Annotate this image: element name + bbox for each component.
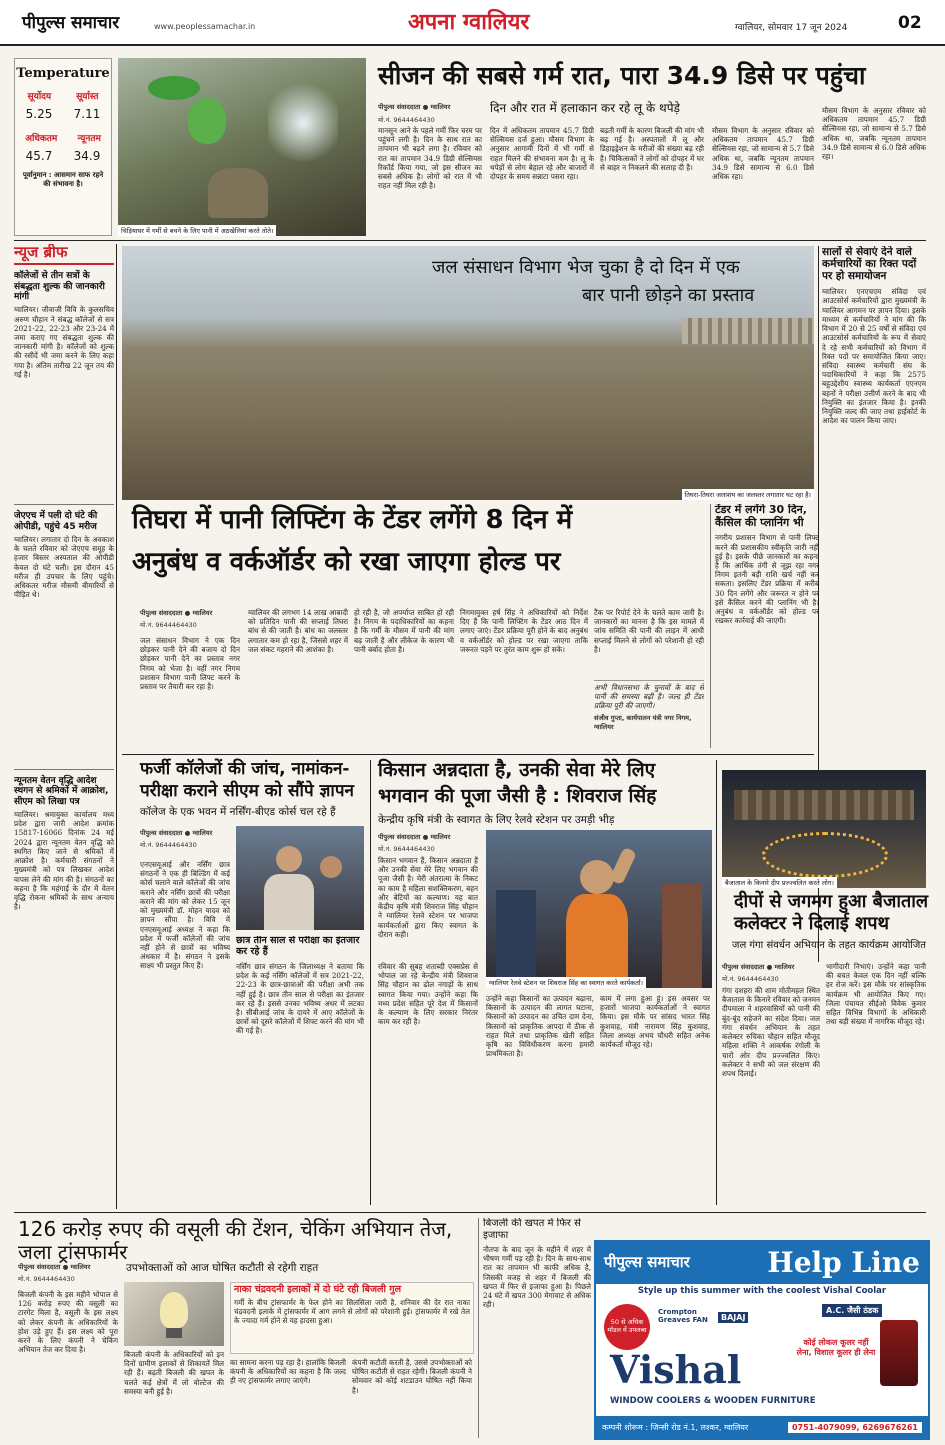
lead-text-3: बढ़ती गर्मी के कारण बिजली की मांग भी बढ़ गई है। अस्पतालों में लू और डिहाइड्रेशन के मरीजों की संख्या बढ़ रही है। चिकित्सकों ने लोगों को दोपहर में घर से बाहर न निकलने की सलाह दी है। [600,126,704,172]
tighra-byline-text: पीपुल्स संवाददाता ● ग्वालियर [140,609,213,617]
ad-address: कम्पनी शोरूम : जिन्सी रोड नं.1, लश्कर, ग्वालियर [602,1422,749,1432]
dateline: ग्वालियर, सोमवार 17 जून 2024 [735,23,848,33]
tighra-quote-text: अभी विधानसभा के चुनावों के बाद से पानी की समस्या बढ़ी है। जल्द ही टेंडर प्रक्रिया पूरी की जाएगी। [594,683,704,711]
divider-mid [122,754,814,755]
cooler-icon [880,1320,918,1386]
brief-1-text: ग्वालियर। जीवाजी विवि के कुलसचिव अरुण चौहान ने संबद्ध कॉलेजों से सत्र 2021-22, 22-23 और 23-24 में जमा कराए गए संबद्धता शुल्क की जानकारी मांगी है। कॉलेजों को शुल्क की रसीदें भी जमा करने के लिए कहा गया है। अंतिम तारीख 22 जून तय की गई है। [14,305,114,379]
brief-2-text: ग्वालियर। लगातार दो दिन के अवकाश के चलते रविवार को जेएएच समूह के हजार बिस्तर अस्पताल की ओपीडी केवल दो घंटे चली। इस दौरान 45 मरीज ही उपचार के लिए पहुंचे। अधिकतर मरीज मौसमी बीमारियों से पीड़ित थे। [14,534,114,600]
tighra-text-1: जल संसाधन विभाग ने एक दिन छोड़कर पानी देने की बजाय दो दिन छोड़कर पानी देने का प्रस्ताव नगर निगम को भेजा है। वहीं नगर निगम प्रशासन विभाग पानी लिफ्ट करने के प्रस्ताव पर तैयारी कर रहा है। [140,636,240,692]
tender-head: टेंडर में लगेंगे 30 दिन, कैंसिल की प्लानिंग भी [715,504,807,529]
lead-text-2: दिन में अधिकतम तापमान 45.7 डिग्री सेल्सियस दर्ज हुआ। मौसम विभाग के अनुसार आगामी दिनों में भी गर्मी से राहत मिलने की संभावना कम है। लू के थपेड़ों से लोग बेहाल रहे और बाजारों में दोपहर के समय सन्नाटा पसरा रहा। [490,126,594,182]
electricity-text-3: का सामना करना पड़ रहा है। हालांकि बिजली कंपनी के अधिकारियों का कहना है कि जल्द ही नए ट्रांसफार्मर लगाए जाएंगे। [230,1358,346,1386]
samayojan-head: सालों से सेवाएं देने वाले कर्मचारियों का रिक्त पदों पर हो समायोजन [822,246,917,283]
tighra-text-2: ग्वालियर की लगभग 14 लाख आबादी को प्रतिदिन पानी की सप्लाई तिघरा बांध से की जाती है। बांध का जलस्तर लगातार कम हो रहा है, जिससे शहर में जल संकट गहराने की आशंका है। [248,608,348,654]
sunset-value: 7.11 [73,106,101,121]
electricity-text-1: बिजली कंपनी के इस महीने भोपाल से 126 करोड़ रुपए की वसूली का टारगेट मिला है, वसूली के इस लक्ष्य को लेकर कंपनी के अधिकारियों के होश उड़े हुए हैं। इस लक्ष्य को पूरा करने के लिए कंपनी ने चेकिंग अभियान तेज कर दिया है। [18,1290,118,1355]
ad-partner-bajaj: BAJAJ [718,1312,748,1323]
max-value: 45.7 [25,148,53,163]
baijatal-phone: मो.नं. 9644464430 [722,975,779,983]
shivraj-phone: मो.नं. 9644464430 [378,845,435,853]
ad-phone: 0751-4079099, 6269676261 [788,1422,922,1433]
colleges-subhead: कॉलेज के एक भवन में नर्सिंग-बीएड कोर्स चल रहे हैं [140,806,336,818]
divider-bottom [14,1212,926,1213]
colleges-inset-head: छात्र तीन साल से परीक्षा का इंतजार कर रहे हैं [236,936,360,957]
brief-3-text: ग्वालियर। श्रमायुक्त कार्यालय मध्य प्रदेश द्वारा जारी आदेश क्रमांक 15817-16066 दिनांक 24 मई 2024 द्वारा न्यूनतम वेतन वृद्धि को स्थगित किए जाने से श्रमिकों में आक्रोश है। कर्मचारी संगठनों ने मुख्यमंत्री को पत्र लिखकर आदेश वापस लेने की मांग की है। संगठनों का कहना है कि महंगाई के दौर में वेतन वृद्धि रोकना श्रमिकों के साथ अन्याय है। [14,810,114,912]
baijatal-photo [722,770,926,888]
tighra-phone: मो.नं. 9644464430 [140,621,197,629]
baijatal-photo-caption: बैजाताल के किनारे दीप प्रज्ज्वलित करते लोग। [722,877,837,888]
ad-partner-crompton: Crompton Greaves FAN [658,1308,708,1324]
electricity-subhead: उपभोक्ताओं को आज घोषित कटौती से रहेगी राहत [126,1262,319,1274]
baijatal-head-2: कलेक्टर ने दिलाई शपथ [734,913,889,934]
parrot-photo-caption: चिड़ियाघर में गर्मी से बचने के लिए पानी में अठखेलियां करते तोते। [118,225,276,236]
weather-title: Temperature [16,66,110,81]
electricity-photo [124,1282,224,1346]
electricity-inset [230,1282,474,1354]
tender-text: नगरीय प्रशासन विभाग से पानी लिफ्ट करने की प्रशासकीय स्वीकृति जारी नहीं हुई है। इसके पीछे जानकारों का कहना है कि आर्थिक तंगी से जूझ रहा नगर निगम इतनी बड़ी राशि खर्च नहीं कर सकता। इसलिए टेंडर प्रक्रिया में करीब 30 दिन लगेंगे और जरूरत न होने पर इसे कैंसिल करने की प्लानिंग भी है। अनुबंध व वर्कऑर्डर को होल्ड पर रखकर कार्रवाई की जाएगी। [715,533,819,626]
tighra-photo-headline-1: जल संसाधन विभाग भेज चुका है दो दिन में एक [432,257,740,278]
baijatal-text-1: गंगा दशहरा की शाम मोतीमहल स्थित बैजाताल के किनारे रविवार को जनमन दीपमाला ने शहरवासियों को पानी की बूंद-बूंद सहेजने का संदेश दिया। जल गंगा संवर्धन अभियान के तहत कलेक्टर रुचिका चौहान सहित मौजूद महिला शक्ति ने आकर्षक रंगोली के चारों ओर दीप प्रज्ज्वलित किए। कलेक्टर ने सभी को जल संरक्षण की शपथ दिलाई। [722,986,820,1078]
min-label: न्यूनतम [77,133,101,144]
shivraj-photo-caption: ग्वालियर रेलवे स्टेशन पर शिवराज सिंह का स्वागत करते कार्यकर्ता। [486,977,646,988]
lead-text-5: मौसम विभाग के अनुसार रविवार को अधिकतम तापमान 45.7 डिग्री सेल्सियस रहा, जो सामान्य से 5.7 डिसे अधिक था, जबकि न्यूनतम तापमान 34.9 डिसे सामान्य से 6.0 डिसे अधिक रहा। [822,106,926,162]
colleges-head-2: परीक्षा कराने सीएम को सौंपे ज्ञापन [140,781,354,801]
lead-text-1: मानसून आने के पहले गर्मी फिर चरम पर पहुंचने लगी है। दिन के साथ रात का तापमान भी बढ़ने लगा है। रविवार को रात का तापमान 34.9 डिग्री सेल्सियस रिकॉर्ड किया गया, जो इस सीजन का सबसे अधिक है। लोगों को रात में भी राहत नहीं मिल रही है। [378,126,482,191]
tighra-main-head-1: तिघरा में पानी लिफ्टिंग के टेंडर लगेंगे 8 दिन में [132,505,573,535]
ad-footer [596,1416,928,1438]
colleges-head-1: फर्जी कॉलेजों की जांच, नामांकन- [140,759,350,779]
sunrise-value: 5.25 [25,106,53,121]
tighra-photo [122,246,814,500]
baijatal-byline-text: पीपुल्स संवाददाता ● ग्वालियर [722,963,795,971]
tighra-text-3: हो रही है, जो अपर्याप्त साबित हो रही है। निगम के पदाधिकारियों का कहना है कि गर्मी के मौसम में पानी की मांग बढ़ जाती है और लीकेज के कारण भी पानी बर्बाद होता है। [354,608,454,654]
tighra-quote-by: संजीव गुप्ता, कार्यपालन यंत्री नगर निगम, ग्वालियर [594,713,692,731]
shivraj-text-4: काम में लगा हुआ हूं। इस अवसर पर हजारों भाजपा कार्यकर्ताओं ने स्वागत किया। इस मौके पर सांसद भारत सिंह कुशवाह, मंत्री नारायण सिंह कुशवाह, जिला अध्यक्ष अभय चौधरी सहित अनेक कार्यकर्ता मौजूद रहे। [600,994,710,1050]
divider-top [14,240,926,241]
baijatal-text-2: भागीदारी निभाएं। उन्होंने कहा पानी की बचत केवल एक दिन नहीं बल्कि हर रोज करें। इस मौके पर सांस्कृतिक कार्यक्रम भी आयोजित किए गए। जिला पंचायत सीईओ विवेक कुमार सहित विभिन्न विभागों के अधिकारी तथा बड़ी संख्या में नागरिक मौजूद रहे। [826,962,926,1027]
electricity-phone: मो.नं. 9644464430 [18,1275,75,1283]
lead-text-4: मौसम विभाग के अनुसार रविवार को अधिकतम तापमान 45.7 डिग्री सेल्सियस रहा, जो सामान्य से 5.7 डिसे अधिक था, जबकि न्यूनतम तापमान 34.9 डिसे सामान्य से 6.0 डिसे अधिक रहा। [712,126,814,182]
ad-partner-ac: A.C. जैसी ठंडक [822,1304,882,1317]
brief-2-head: जेएएच में पली दो घंटे की ओपीडी, पहुंचे 45 मरीज [14,511,98,532]
ad-sub-logo: WINDOW COOLERS & WOODEN FURNITURE [610,1396,816,1406]
divider-left-col [116,244,117,1209]
ad-offer-text: कोई लोकल कूलर नहीं लेना, विशाल कूलर ही लेना [796,1338,876,1357]
shivraj-text-2: रविवार की सुबह शताब्दी एक्सप्रेस से भोपाल जा रहे केन्द्रीय मंत्री शिवराज सिंह चौहान का ढोल नगाड़ों के साथ स्वागत किया गया। उन्होंने कहा कि मध्य प्रदेश सहित पूरे देश में किसानों के कल्याण के लिए सरकार निरंतर काम कर रही है। [378,962,478,1027]
tighra-text-5: टैंक पर रिपोर्ट देने के चलते काम जारी है। जानकारों का मानना है कि इस मामले में जांच समिति की पानी की लाइन में आधी सप्लाई मिलने से लोगों को परेशानी हो रही है। [594,608,704,654]
paper-name: पीपुल्स समाचार [22,13,120,33]
shivraj-photo [486,830,712,988]
electricity-side-head: बिजली की खपत में फिर से इजाफा [483,1218,581,1241]
lead-phone: मो.नं. 9644464430 [378,116,435,124]
shivraj-text-3: उन्होंने कहा किसानों का उत्पादन बढ़ाना, किसानों के उत्पादन की लागत घटाना, किसानों को उत्पादन का उचित दाम देना, किसानों को प्राकृतिक आपदा में ठीक से राहत मिले तथा प्राकृतिक खेती सहित कृषि का विविधीकरण करना हमारी प्राथमिकता है। [486,994,594,1059]
ad-help-line: Help Line [767,1245,920,1279]
electricity-byline [18,1262,118,1283]
colleges-byline-text: पीपुल्स संवाददाता ● ग्वालियर [140,829,213,837]
help-line-ad [594,1240,930,1440]
lead-headline: सीजन की सबसे गर्म रात, पारा 34.9 डिसे पर पहुंचा [378,61,866,90]
baijatal-subhead: जल गंगा संवर्धन अभियान के तहत कार्यक्रम आयोजित [732,940,926,951]
ad-tagline: Style up this summer with the coolest Vishal Coolar [637,1286,887,1296]
shivraj-byline [378,832,478,853]
electricity-inset-head: नाका चंद्रवदनी इलाकों में दो घंटे रही बिजली गुल [234,1284,402,1295]
min-value: 34.9 [73,148,101,163]
electricity-head: 126 करोड़ रुपए की वसूली की टेंशन, चेकिंग अभियान तेज, जला ट्रांसफार्मर [18,1217,453,1264]
weather-box [14,58,112,236]
tighra-photo-caption: तिघरा-तिघरा जलाशय का जलस्तर लगातार घट रहा है। [682,489,814,500]
colleges-inset [236,936,364,1204]
baijatal-byline [722,962,820,983]
shivraj-text-1: किसान भगवान हैं, किसान अन्नदाता हैं और उनकी सेवा मेरे लिए भगवान की पूजा जैसी है। मेरी अंतरात्मा के निकट का काम है महिला सशक्तिकरण, बहन और बेटियों का कल्याण। यह बात केंद्रीय कृषि मंत्री शिवराज सिंह चौहान ने ग्वालियर रेलवे स्टेशन पर भाजपा कार्यकर्ताओं द्वारा किए स्वागत के दौरान कही। [378,856,478,939]
lead-subhead: दिन और रात में हलाकान कर रहे लू के थपेड़े [490,101,680,115]
news-brief-title: न्यूज ब्रीफ [14,244,114,265]
sunrise-label: सूर्योदय [27,91,52,102]
parrot-photo [118,58,366,236]
max-label: अधिकतम [25,133,58,144]
colleges-inset-text: नर्सिंग छात्र संगठन के जिलाध्यक्ष ने बताया कि प्रदेश के कई नर्सिंग कॉलेजों में सत्र 2021-22, 22-23 के छात्र-छात्राओं की परीक्षा अभी तक नहीं हुई है। छात्र तीन साल से परीक्षा का इंतजार कर रहे हैं। इससे उनका भविष्य अधर में लटका है। सीबीआई जांच के दायरे में आए कॉलेजों के छात्रों को दूसरे कॉलेजों में शिफ्ट करने की मांग भी की गई है। [236,961,364,1036]
tighra-main-head-2: अनुबंध व वर्कऑर्डर को रखा जाएगा होल्ड पर [132,547,561,577]
masthead [0,0,945,46]
colleges-text-1: एनएसयूआई और नर्सिंग छात्र संगठनों ने एक ही बिल्डिंग में कई कोर्स चलाने वाले कॉलेजों की जांच कराने और नर्सिंग छात्रों की परीक्षा कराने की मांग को लेकर 15 जून को मुख्यमंत्री डॉ. मोहन यादव को ज्ञापन सौंपा है। विवि में एनएसयूआई अध्यक्ष ने कहा कि प्रदेश में फर्जी कॉलेजों की जांच नहीं होने से छात्रों का भविष्य अंधकार में है। संगठन ने इसके साक्ष्य भी प्रस्तुत किए हैं। [140,860,230,971]
colleges-photo [236,826,364,930]
divider-shivraj [716,760,717,1205]
lead-byline-text: पीपुल्स संवाददाता ● ग्वालियर [378,103,451,111]
ad-logo: Vishal [610,1347,742,1392]
shivraj-head-2: भगवान की पूजा जैसी है : शिवराज सिंह [378,785,657,807]
tender-box [710,504,819,748]
divider-colleges [370,760,371,1205]
tighra-text-4: निगमायुक्त हर्ष सिंह ने अधिकारियों को निर्देश दिए हैं कि पानी लिफ्टिंग के टेंडर आठ दिन में लगाए जाएं। टेंडर प्रक्रिया पूरी होने के बाद अनुबंध व वर्कऑर्डर को होल्ड पर रखा जाएगा ताकि जरूरत पड़ने पर तुरंत काम शुरू हो सके। [460,608,588,654]
samayojan-text: ग्वालियर। एनएचएम संविदा एवं आउटसोर्स कर्मचारियों द्वारा मुख्यमंत्री के ग्वालियर आगमन पर ज्ञापन दिया। इसके माध्यम से कर्मचारियों ने मांग की कि विभाग में 20 से 25 वर्षों से संविदा एवं आउटसोर्स कर्मचारियों के रूप में सेवाएं दे रहे सभी कर्मचारियों को विभाग में रिक्त पदों पर समायोजित किया जाए। संविदा स्वास्थ्य कर्मचारी संघ के पदाधिकारियों ने कहा कि 2575 बहुउद्देशीय स्वास्थ्य कार्यकर्ता एएनएम बहनों ने परीक्षा उत्तीर्ण करने के बाद भी नियुक्ति का इंतजार किया है। इनकी नियुक्ति जल्द की जाए तथा हाईकोर्ट के आदेश का पालन किया जाए। [822,287,926,426]
baijatal-head-1: दीपों से जगमग हुआ बैजाताल [734,891,929,912]
electricity-side-text: नौतपा के बाद जून के महीने में शहर में भीषण गर्मी पड़ रही है। दिन के साथ-साथ रात का तापमान भी काफी अधिक है, जिसकी वजह से शहर में बिजली की खपत में फिर से इजाफा हुआ है। पिछले 24 घंटे में खपत 300 मेगावाट से अधिक रही। [483,1245,591,1310]
colleges-byline [140,828,230,849]
brief-3-head: न्यूनतम वेतन वृद्धि आदेश स्थगन से श्रमिकों में आक्रोश, सीएम को लिखा पत्र [14,775,109,807]
lead-byline [378,102,486,124]
forecast: पूर्वानुमान : आसमान साफ रहने की संभावना है। [22,170,104,189]
shivraj-head-1: किसान अन्नदाता है, उनकी सेवा मेरे लिए [378,759,656,781]
news-brief [14,244,114,1209]
brief-1-head: कॉलेजों से तीन सत्रों के संबद्धता शुल्क की जानकारी मांगी [14,271,105,302]
sunset-label: सूर्यास्त [76,91,99,102]
tighra-quote [594,680,704,747]
tighra-byline [140,608,240,629]
ad-brand: पीपुल्स समाचार [604,1253,690,1272]
electricity-text-2: बिजली कंपनी के अधिकारियों को इन दिनों ग्रामीण इलाकों से शिकायतें मिल रही हैं। बढ़ती बिजली की खपत के चलते कई क्षेत्रों में लो वोल्टेज की समस्या बनी हुई है। [124,1350,224,1396]
ad-offer-badge: 50 से अधिक मॉडल में उपलब्ध [604,1304,650,1350]
electricity-text-4: कंपनी कटौती करती है, उससे उपभोक्ताओं को घोषित कटौती से राहत रहेगी। बिजली कंपनी ने सोमवार को कोई शटडाउन घोषित नहीं किया है। [352,1358,472,1395]
electricity-byline-text: पीपुल्स संवाददाता ● ग्वालियर [18,1263,91,1271]
colleges-phone: मो.नं. 9644464430 [140,841,197,849]
shivraj-byline-text: पीपुल्स संवाददाता ● ग्वालियर [378,833,451,841]
tighra-photo-headline-2: बार पानी छोड़ने का प्रस्ताव [582,285,755,306]
section-title: अपना ग्वालियर [408,10,530,35]
website: www.peoplessamachar.in [154,22,256,31]
page-number: 02 [898,13,922,33]
shivraj-subhead: केन्द्रीय कृषि मंत्री के स्वागत के लिए रेलवे स्टेशन पर उमड़ी भीड़ [378,814,615,826]
electricity-side [478,1218,591,1438]
electricity-inset-text: गर्मी के बीच ट्रांसफार्मर के फेल होने का सिलसिला जारी है, शनिवार की देर रात नाका चंद्रवदनी इलाके में ट्रांसफार्मर में आग लगने से लोगों को परेशानी हुई। ट्रांसफार्मर में रखे तेल के ज्यादा गर्म होने से यह हादसा हुआ। [234,1297,470,1326]
